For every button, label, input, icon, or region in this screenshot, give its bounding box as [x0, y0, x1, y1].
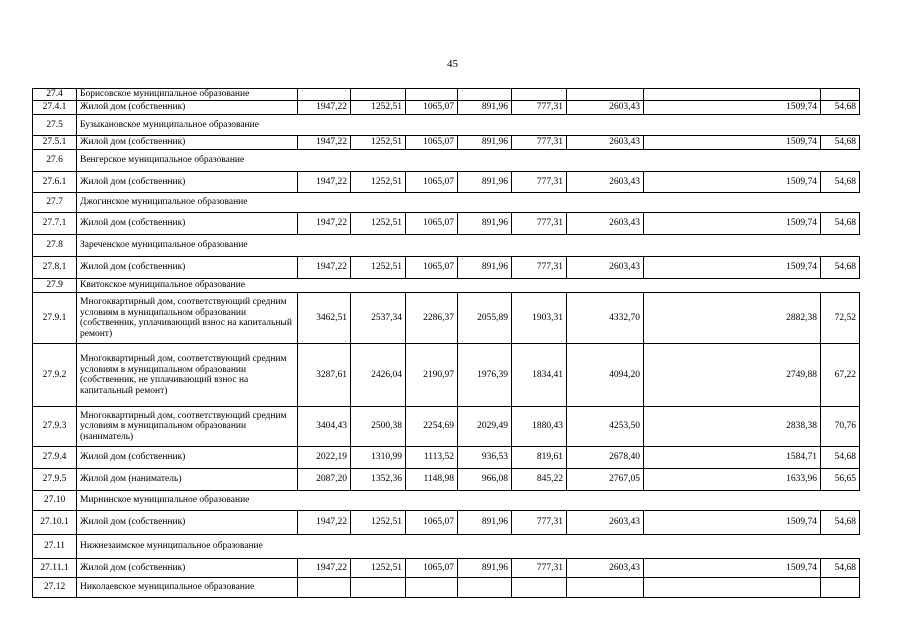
row-code: 27.11.1 — [33, 559, 77, 578]
value-cell: 1252,51 — [351, 213, 406, 235]
value-cell: 1947,22 — [298, 213, 351, 235]
value-cell: 1065,07 — [406, 172, 458, 193]
value-cell: 2087,20 — [298, 469, 351, 491]
value-cell: 2254,69 — [406, 407, 458, 447]
municipality-row — [33, 193, 860, 213]
row-code: 27.9 — [33, 279, 77, 293]
value-cell: 4253,50 — [567, 407, 644, 447]
value-cell: 891,96 — [458, 172, 512, 193]
value-cell: 1252,51 — [351, 559, 406, 578]
value-cell: 1065,07 — [406, 257, 458, 279]
value-cell: 777,31 — [512, 172, 567, 193]
municipality-row — [33, 578, 860, 598]
value-cell: 2882,38 — [644, 293, 821, 344]
empty-cell — [458, 89, 512, 101]
value-cell: 1252,51 — [351, 511, 406, 535]
value-cell: 1065,07 — [406, 559, 458, 578]
row-code: 27.4.1 — [33, 101, 77, 115]
value-cell: 1633,96 — [644, 469, 821, 491]
value-cell: 4332,70 — [567, 293, 644, 344]
table-row — [33, 213, 860, 235]
row-code: 27.9.3 — [33, 407, 77, 447]
value-cell: 2426,04 — [351, 344, 406, 407]
empty-cell — [567, 578, 644, 598]
table-row — [33, 257, 860, 279]
municipality-name: Николаевское муниципальное образование — [77, 578, 298, 598]
value-cell: 2022,19 — [298, 447, 351, 469]
table-row — [33, 511, 860, 535]
value-cell: 2603,43 — [567, 136, 644, 150]
row-description: Многоквартирный дом, соответствующий средним условиям в муниципальном образовании (собственник, уплачивающий взнос на капитальный ремонт) — [77, 293, 298, 344]
value-cell: 2500,38 — [351, 407, 406, 447]
municipality-row — [33, 89, 860, 101]
value-cell: 891,96 — [458, 511, 512, 535]
value-cell: 1509,74 — [644, 511, 821, 535]
value-cell: 1947,22 — [298, 136, 351, 150]
value-cell: 2055,89 — [458, 293, 512, 344]
empty-cell — [351, 89, 406, 101]
value-cell: 1509,74 — [644, 257, 821, 279]
value-cell: 2286,37 — [406, 293, 458, 344]
empty-cell — [298, 89, 351, 101]
value-cell: 1509,74 — [644, 101, 821, 115]
value-cell: 3404,43 — [298, 407, 351, 447]
value-cell: 54,68 — [821, 136, 860, 150]
value-cell: 56,65 — [821, 469, 860, 491]
value-cell: 1509,74 — [644, 172, 821, 193]
table-row — [33, 344, 860, 407]
row-code: 27.9.5 — [33, 469, 77, 491]
page-number: 45 — [447, 58, 458, 70]
table-row — [33, 101, 860, 115]
table-body — [33, 89, 860, 598]
row-description: Многоквартирный дом, соответствующий средним условиям в муниципальном образовании (наниматель) — [77, 407, 298, 447]
row-description: Жилой дом (наниматель) — [77, 469, 298, 491]
empty-cell — [512, 89, 567, 101]
value-cell: 1252,51 — [351, 257, 406, 279]
value-cell: 1065,07 — [406, 213, 458, 235]
empty-cell — [644, 578, 821, 598]
value-cell: 54,68 — [821, 511, 860, 535]
value-cell: 2603,43 — [567, 511, 644, 535]
row-code: 27.5.1 — [33, 136, 77, 150]
value-cell: 777,31 — [512, 257, 567, 279]
municipality-row — [33, 115, 860, 136]
value-cell: 1880,43 — [512, 407, 567, 447]
value-cell: 891,96 — [458, 559, 512, 578]
value-cell: 891,96 — [458, 257, 512, 279]
value-cell: 54,68 — [821, 101, 860, 115]
value-cell: 891,96 — [458, 101, 512, 115]
row-code: 27.9.2 — [33, 344, 77, 407]
row-description: Жилой дом (собственник) — [77, 257, 298, 279]
tariff-table — [32, 88, 860, 598]
municipality-row — [33, 235, 860, 257]
empty-cell — [406, 578, 458, 598]
value-cell: 1947,22 — [298, 101, 351, 115]
value-cell: 2767,05 — [567, 469, 644, 491]
empty-cell — [351, 578, 406, 598]
value-cell: 936,53 — [458, 447, 512, 469]
row-code: 27.6 — [33, 150, 77, 172]
municipality-name: Квитокское муниципальное образование — [77, 279, 860, 293]
empty-cell — [821, 89, 860, 101]
value-cell: 777,31 — [512, 213, 567, 235]
row-description: Многоквартирный дом, соответствующий средним условиям в муниципальном образовании (собственник, не уплачивающий взнос на капитальный ремонт) — [77, 344, 298, 407]
row-description: Жилой дом (собственник) — [77, 447, 298, 469]
value-cell: 1352,36 — [351, 469, 406, 491]
row-description: Жилой дом (собственник) — [77, 172, 298, 193]
value-cell: 2603,43 — [567, 559, 644, 578]
value-cell: 2838,38 — [644, 407, 821, 447]
value-cell: 54,68 — [821, 447, 860, 469]
empty-cell — [512, 578, 567, 598]
value-cell: 2029,49 — [458, 407, 512, 447]
row-code: 27.12 — [33, 578, 77, 598]
value-cell: 1252,51 — [351, 101, 406, 115]
value-cell: 1509,74 — [644, 213, 821, 235]
value-cell: 1903,31 — [512, 293, 567, 344]
value-cell: 1584,71 — [644, 447, 821, 469]
value-cell: 1947,22 — [298, 257, 351, 279]
municipality-row — [33, 535, 860, 559]
empty-cell — [458, 578, 512, 598]
value-cell: 54,68 — [821, 213, 860, 235]
value-cell: 1834,41 — [512, 344, 567, 407]
value-cell: 1947,22 — [298, 172, 351, 193]
value-cell: 845,22 — [512, 469, 567, 491]
value-cell: 1252,51 — [351, 172, 406, 193]
row-code: 27.9.1 — [33, 293, 77, 344]
value-cell: 966,08 — [458, 469, 512, 491]
table-row — [33, 407, 860, 447]
row-description: Жилой дом (собственник) — [77, 101, 298, 115]
row-code: 27.9.4 — [33, 447, 77, 469]
value-cell: 1976,39 — [458, 344, 512, 407]
row-code: 27.8.1 — [33, 257, 77, 279]
row-code: 27.7 — [33, 193, 77, 213]
municipality-name: Джогинское муниципальное образование — [77, 193, 860, 213]
municipality-name: Нижнезаимское муниципальное образование — [77, 535, 860, 559]
value-cell: 54,68 — [821, 172, 860, 193]
value-cell: 1509,74 — [644, 559, 821, 578]
value-cell: 2749,88 — [644, 344, 821, 407]
value-cell: 1065,07 — [406, 136, 458, 150]
row-description: Жилой дом (собственник) — [77, 511, 298, 535]
row-description: Жилой дом (собственник) — [77, 136, 298, 150]
value-cell: 2603,43 — [567, 257, 644, 279]
empty-cell — [406, 89, 458, 101]
value-cell: 3287,61 — [298, 344, 351, 407]
municipality-name: Зареченское муниципальное образование — [77, 235, 860, 257]
municipality-name: Борисовское муниципальное образование — [77, 89, 298, 101]
value-cell: 819,61 — [512, 447, 567, 469]
value-cell: 1947,22 — [298, 511, 351, 535]
municipality-row — [33, 279, 860, 293]
table-row — [33, 172, 860, 193]
table-row — [33, 469, 860, 491]
value-cell: 1148,98 — [406, 469, 458, 491]
value-cell: 67,22 — [821, 344, 860, 407]
row-code: 27.5 — [33, 115, 77, 136]
municipality-name: Мирнинское муниципальное образование — [77, 491, 860, 511]
value-cell: 891,96 — [458, 213, 512, 235]
value-cell: 1065,07 — [406, 101, 458, 115]
value-cell: 2603,43 — [567, 213, 644, 235]
empty-cell — [644, 89, 821, 101]
row-code: 27.4 — [33, 89, 77, 101]
value-cell: 891,96 — [458, 136, 512, 150]
value-cell: 2603,43 — [567, 101, 644, 115]
municipality-name: Венгерское муниципальное образование — [77, 150, 860, 172]
value-cell: 777,31 — [512, 101, 567, 115]
row-code: 27.10 — [33, 491, 77, 511]
value-cell: 1252,51 — [351, 136, 406, 150]
value-cell: 54,68 — [821, 559, 860, 578]
value-cell: 2190,97 — [406, 344, 458, 407]
empty-cell — [567, 89, 644, 101]
value-cell: 1113,52 — [406, 447, 458, 469]
value-cell: 3462,51 — [298, 293, 351, 344]
row-code: 27.11 — [33, 535, 77, 559]
value-cell: 1310,99 — [351, 447, 406, 469]
row-code: 27.6.1 — [33, 172, 77, 193]
row-description: Жилой дом (собственник) — [77, 559, 298, 578]
row-code: 27.10.1 — [33, 511, 77, 535]
table-row — [33, 136, 860, 150]
value-cell: 2537,34 — [351, 293, 406, 344]
value-cell: 54,68 — [821, 257, 860, 279]
value-cell: 4094,20 — [567, 344, 644, 407]
table-row — [33, 293, 860, 344]
value-cell: 1947,22 — [298, 559, 351, 578]
municipality-row — [33, 491, 860, 511]
municipality-name: Бузыкановское муниципальное образование — [77, 115, 860, 136]
value-cell: 2603,43 — [567, 172, 644, 193]
value-cell: 72,52 — [821, 293, 860, 344]
row-code: 27.8 — [33, 235, 77, 257]
value-cell: 70,76 — [821, 407, 860, 447]
value-cell: 777,31 — [512, 136, 567, 150]
row-code: 27.7.1 — [33, 213, 77, 235]
table-row — [33, 559, 860, 578]
value-cell: 2678,40 — [567, 447, 644, 469]
empty-cell — [821, 578, 860, 598]
empty-cell — [298, 578, 351, 598]
value-cell: 1065,07 — [406, 511, 458, 535]
value-cell: 1509,74 — [644, 136, 821, 150]
value-cell: 777,31 — [512, 559, 567, 578]
municipality-row — [33, 150, 860, 172]
value-cell: 777,31 — [512, 511, 567, 535]
row-description: Жилой дом (собственник) — [77, 213, 298, 235]
table-row — [33, 447, 860, 469]
